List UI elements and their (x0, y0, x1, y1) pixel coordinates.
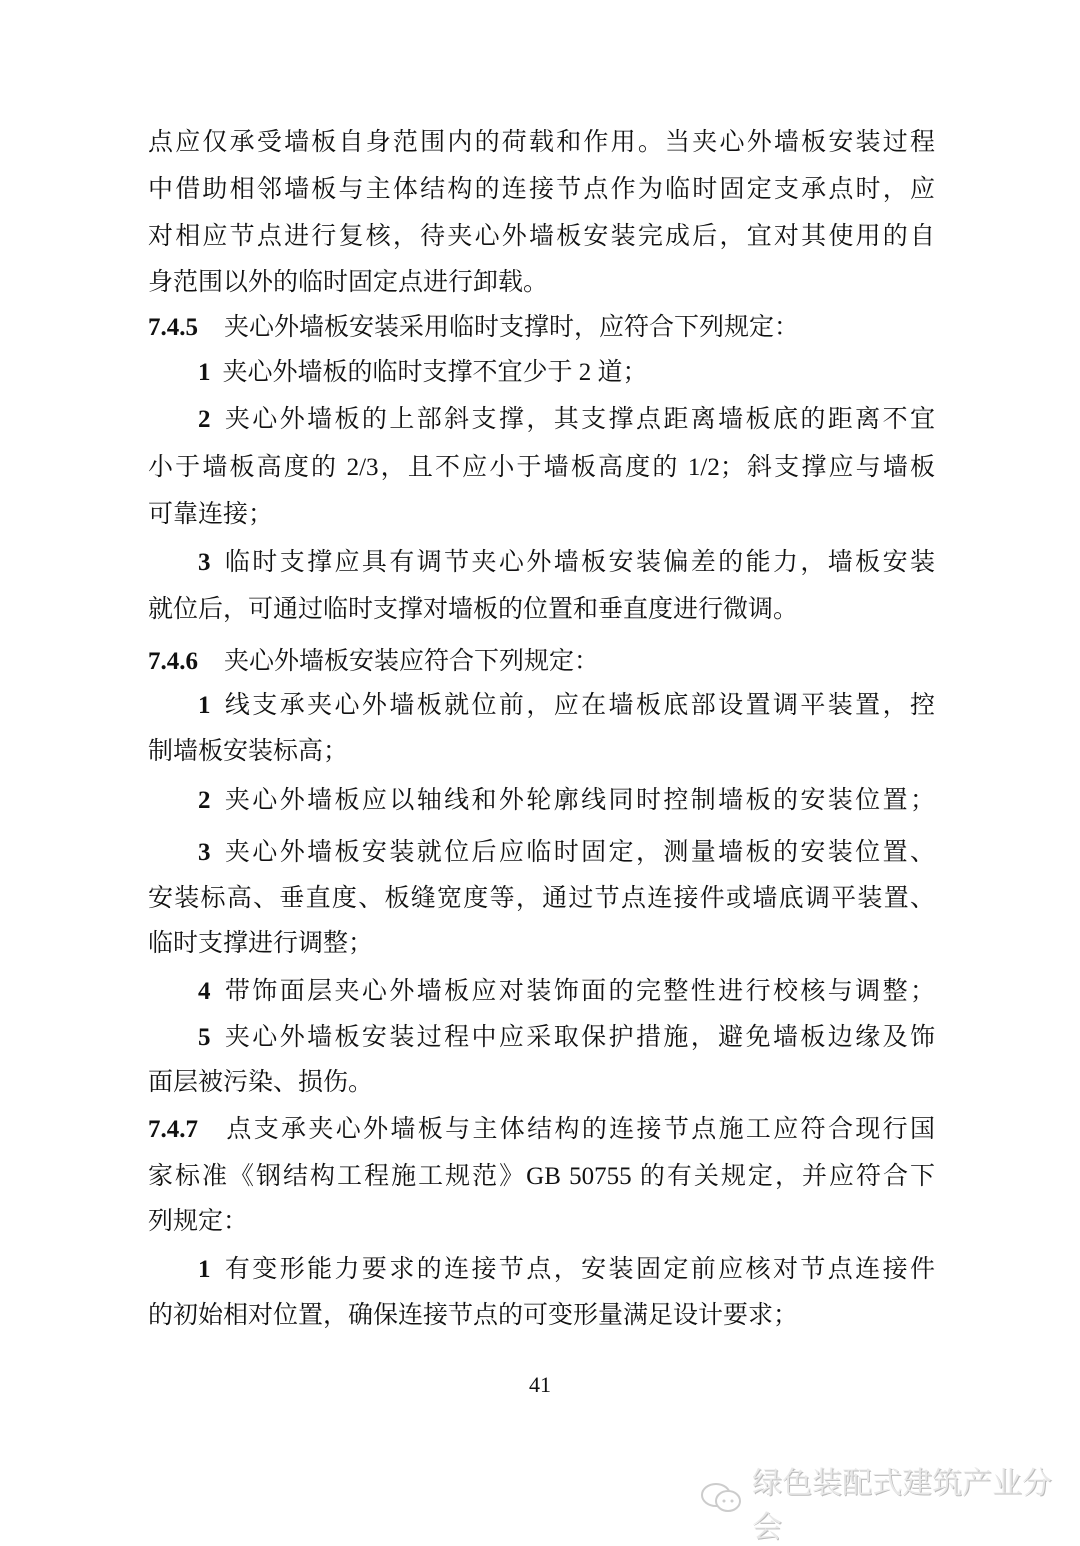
text-line (148, 1067, 935, 1099)
text-line (148, 499, 935, 531)
item-number: 2 (198, 406, 211, 433)
line-text: 面层被污染、损伤。 (148, 1069, 374, 1096)
list-item-line (198, 357, 935, 389)
line-text: 中借助相邻墙板与主体结构的连接节点作为临时固定支承点时，应 (148, 176, 935, 203)
text-line (148, 594, 935, 626)
line-text: 点支承夹心外墙板与主体结构的连接节点施工应符合现行国 (224, 1116, 935, 1143)
text-line (148, 452, 935, 484)
line-text: 就位后，可通过临时支撑对墙板的位置和垂直度进行微调。 (148, 596, 799, 623)
text-line (148, 127, 935, 159)
list-item-line (198, 785, 935, 817)
text-line (148, 1161, 935, 1193)
watermark (700, 1458, 1080, 1546)
line-text: 对相应节点进行复核，待夹心外墙板安装完成后，宜对其使用的自 (148, 223, 935, 250)
clause-number: 7.4.7 (148, 1116, 198, 1143)
clause-heading-line (148, 312, 935, 344)
text-line (148, 736, 935, 768)
clause-number: 7.4.5 (148, 314, 198, 341)
list-item-line (198, 1254, 935, 1286)
line-text: 有变形能力要求的连接节点，安装固定前应核对节点连接件 (222, 1256, 935, 1283)
line-text: 身范围以外的临时固定点进行卸载。 (148, 269, 549, 296)
line-text: 的初始相对位置，确保连接节点的可变形量满足设计要求； (148, 1302, 799, 1329)
list-item-line (198, 837, 935, 869)
line-text: 带饰面层夹心外墙板应对装饰面的完整性进行校核与调整； (222, 978, 935, 1005)
line-text: 点应仅承受墙板自身范围内的荷载和作用。当夹心外墙板安装过程 (148, 129, 935, 156)
list-item-line (198, 547, 935, 579)
line-text: 夹心外墙板安装采用临时支撑时，应符合下列规定： (224, 314, 800, 341)
text-line (148, 883, 935, 915)
item-number: 5 (198, 1024, 211, 1051)
page-number: 41 (529, 1372, 551, 1397)
line-text: 制墙板安装标高； (148, 738, 349, 765)
list-item-line (198, 1022, 935, 1054)
item-number: 1 (198, 692, 211, 719)
item-number: 3 (198, 549, 211, 576)
line-text: 夹心外墙板的上部斜支撑，其支撑点距离墙板底的距离不宜 (222, 406, 935, 433)
item-number: 1 (198, 359, 211, 386)
line-text: 线支承夹心外墙板就位前，应在墙板底部设置调平装置，控 (222, 692, 935, 719)
text-line (148, 928, 935, 960)
line-text: 夹心外墙板的临时支撑不宜少于 2 道； (222, 359, 648, 386)
list-item-line (198, 404, 935, 436)
text-line (148, 1206, 935, 1238)
line-text: 夹心外墙板安装应符合下列规定： (224, 648, 600, 675)
watermark-text: 绿色装配式建筑产业分会 (752, 1466, 1052, 1545)
text-line (148, 1300, 935, 1332)
line-text: 夹心外墙板安装过程中应采取保护措施，避免墙板边缘及饰 (222, 1024, 935, 1051)
line-text: 列规定： (148, 1208, 249, 1235)
clause-number: 7.4.6 (148, 648, 198, 675)
text-line (148, 267, 935, 299)
item-number: 1 (198, 1256, 211, 1283)
line-text: 临时支撑进行调整； (148, 930, 374, 957)
item-number: 2 (198, 787, 211, 814)
line-text: 家标准《钢结构工程施工规范》GB 50755 的有关规定，并应符合下 (148, 1163, 935, 1190)
list-item-line (198, 976, 935, 1008)
line-text: 可靠连接； (148, 501, 274, 528)
clause-heading-line (148, 646, 935, 678)
item-number: 3 (198, 839, 211, 866)
line-text: 夹心外墙板应以轴线和外轮廓线同时控制墙板的安装位置； (222, 787, 935, 814)
clause-heading-line (148, 1114, 935, 1146)
text-line (148, 221, 935, 253)
list-item-line (198, 690, 935, 722)
line-text: 小于墙板高度的 2/3，且不应小于墙板高度的 1/2；斜支撑应与墙板 (148, 454, 935, 481)
text-line (148, 174, 935, 206)
item-number: 4 (198, 978, 211, 1005)
wechat-icon (700, 1481, 744, 1523)
line-text: 夹心外墙板安装就位后应临时固定，测量墙板的安装位置、 (222, 839, 935, 866)
line-text: 临时支撑应具有调节夹心外墙板安装偏差的能力，墙板安装 (222, 549, 935, 576)
line-text: 安装标高、垂直度、板缝宽度等，通过节点连接件或墙底调平装置、 (148, 885, 935, 912)
